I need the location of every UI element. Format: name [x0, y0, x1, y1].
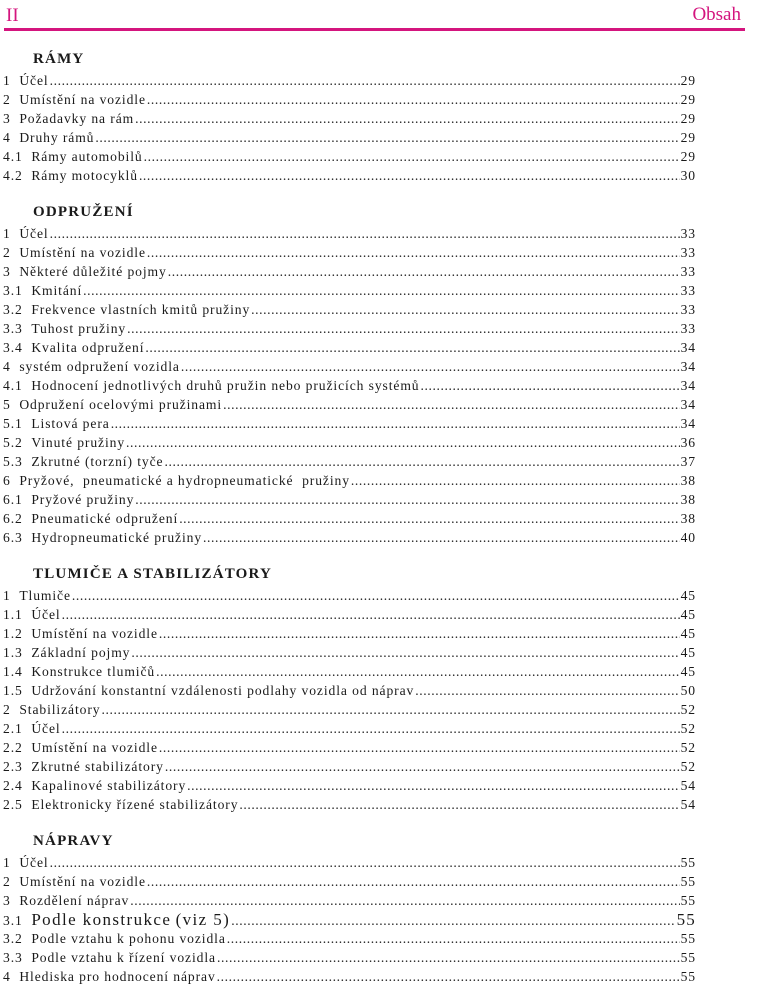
entry-spacer	[23, 681, 32, 700]
entry-label: Zkrutné stabilizátory	[31, 759, 164, 774]
dot-leader	[351, 471, 680, 490]
dot-leader	[251, 300, 679, 319]
entry-number: 3.4	[3, 340, 23, 355]
toc-entry[interactable]	[3, 224, 696, 243]
toc-section	[0, 830, 767, 986]
entry-number: 2.2	[3, 740, 23, 755]
entry-label: Účel	[19, 855, 49, 870]
entry-label: Udržování konstantní vzdálenosti podlahy vozidla od náprav	[31, 683, 415, 698]
entry-page-number: 40	[680, 530, 696, 545]
entry-spacer	[23, 738, 32, 757]
dot-leader	[145, 338, 679, 357]
entry-number: 5.1	[3, 416, 23, 431]
dot-leader	[223, 395, 680, 414]
entry-page-number: 34	[680, 340, 696, 355]
entry-page-number: 55	[680, 893, 696, 908]
entry-number: 3.2	[3, 931, 23, 946]
entry-page-number: 34	[680, 359, 696, 374]
toc-entry[interactable]	[3, 872, 696, 891]
entry-number: 3.1	[3, 283, 23, 298]
dot-leader	[239, 795, 679, 814]
entry-number: 2	[3, 702, 11, 717]
entry-label: Podle konstrukce	[31, 910, 172, 929]
entry-spacer	[23, 757, 32, 776]
entry-page-number: 36	[680, 435, 696, 450]
dot-leader	[203, 528, 680, 547]
entry-page-number: 38	[680, 511, 696, 526]
entry-number: 1	[3, 73, 11, 88]
entry-label: Účel	[19, 73, 49, 88]
toc-entry[interactable]	[3, 433, 696, 452]
entry-number: 3.2	[3, 302, 23, 317]
entry-page-number: 54	[680, 797, 696, 812]
entry-page-number: 29	[680, 73, 696, 88]
entry-spacer	[23, 643, 32, 662]
entry-spacer	[11, 586, 20, 605]
dot-leader	[139, 166, 680, 185]
entry-spacer	[23, 719, 32, 738]
entry-page-number: 52	[680, 702, 696, 717]
toc-entry[interactable]	[3, 643, 696, 662]
entry-number: 3.3	[3, 950, 23, 965]
entry-number: 5.2	[3, 435, 23, 450]
dot-leader	[130, 891, 679, 910]
entry-number: 5	[3, 397, 11, 412]
entry-spacer	[23, 166, 32, 185]
toc-entry[interactable]	[3, 357, 696, 376]
dot-leader	[217, 948, 680, 967]
toc-entry[interactable]	[3, 147, 696, 166]
dot-leader	[147, 90, 680, 109]
entry-page-number: 33	[680, 264, 696, 279]
entry-spacer	[23, 911, 32, 930]
entry-number: 1	[3, 226, 11, 241]
toc-entry[interactable]	[3, 586, 696, 605]
entry-page-number: 50	[680, 683, 696, 698]
entry-number: 6	[3, 473, 11, 488]
entry-number: 1.4	[3, 664, 23, 679]
toc-entry[interactable]	[3, 509, 696, 528]
entry-label: Účel	[31, 607, 61, 622]
entry-label: systém odpružení vozidla	[19, 359, 180, 374]
entry-page-number: 55	[680, 950, 696, 965]
toc-entry[interactable]	[3, 90, 696, 109]
toc-entry[interactable]	[3, 853, 696, 872]
dot-leader	[165, 757, 680, 776]
dot-leader	[135, 109, 679, 128]
dot-leader	[127, 319, 679, 338]
entry-spacer	[23, 147, 32, 166]
entry-page-number: 52	[680, 759, 696, 774]
entry-label: Podle vztahu k řízení vozidla	[31, 950, 216, 965]
entry-number: 6.3	[3, 530, 23, 545]
entry-spacer	[23, 414, 32, 433]
entry-page-number: 54	[680, 778, 696, 793]
entry-page-number: 34	[680, 378, 696, 393]
entry-label: Elektronicky řízené stabilizátory	[31, 797, 239, 812]
entry-page-number: 34	[680, 397, 696, 412]
entry-number: 3.3	[3, 321, 23, 336]
entry-page-number: 45	[680, 645, 696, 660]
section-title: NÁPRAVY	[33, 833, 114, 849]
entry-number: 3	[3, 264, 11, 279]
entry-label: Rámy motocyklů	[31, 168, 138, 183]
entry-spacer	[11, 967, 20, 986]
toc-entry[interactable]	[3, 910, 696, 929]
entry-spacer	[23, 624, 32, 643]
entry-number: 4.2	[3, 168, 23, 183]
entry-page-number: 55	[680, 874, 696, 889]
toc-entry[interactable]	[3, 719, 696, 738]
toc-entry[interactable]	[3, 776, 696, 795]
entry-spacer	[11, 243, 20, 262]
toc-entry[interactable]	[3, 757, 696, 776]
entry-page-number: 45	[680, 607, 696, 622]
entry-spacer	[23, 795, 32, 814]
toc-entry[interactable]	[3, 128, 696, 147]
toc-entry[interactable]	[3, 71, 696, 90]
toc-entry[interactable]	[3, 262, 696, 281]
entry-label: Kvalita odpružení	[31, 340, 145, 355]
entry-page-number: 29	[680, 111, 696, 126]
dot-leader	[126, 433, 680, 452]
entry-spacer	[23, 605, 32, 624]
entry-spacer	[23, 528, 32, 547]
entry-page-number: 33	[680, 226, 696, 241]
toc-section	[0, 201, 767, 547]
entry-spacer	[11, 357, 20, 376]
entry-label: Pryžové pružiny	[31, 492, 135, 507]
dot-leader	[421, 376, 680, 395]
entry-page-number: 33	[680, 302, 696, 317]
toc-section	[0, 563, 767, 814]
dot-leader	[135, 490, 679, 509]
entry-page-number: 33	[680, 321, 696, 336]
entry-page-number: 29	[680, 92, 696, 107]
toc-section	[0, 48, 767, 185]
entry-label: Umístění na vozidle	[31, 740, 158, 755]
dot-leader	[217, 967, 680, 986]
dot-leader	[227, 929, 680, 948]
entry-number: 1.2	[3, 626, 23, 641]
dot-leader	[164, 452, 679, 471]
toc-entry[interactable]	[3, 967, 696, 986]
entry-spacer	[23, 929, 32, 948]
section-gap	[0, 547, 767, 563]
entry-page-number: 55	[680, 931, 696, 946]
entry-spacer	[11, 71, 20, 90]
dot-leader	[131, 643, 679, 662]
dot-leader	[50, 853, 680, 872]
entry-page-number: 38	[680, 492, 696, 507]
entry-label: Pryžové, pneumatické a hydropneumatické pružiny	[19, 473, 350, 488]
entry-label: Vinuté pružiny	[31, 435, 126, 450]
entry-number: 3	[3, 893, 11, 908]
dot-leader	[62, 605, 680, 624]
entry-page-number: 52	[680, 721, 696, 736]
page-title: Obsah	[692, 4, 741, 25]
entry-page-number: 29	[680, 149, 696, 164]
entry-label: Hydropneumatické pružiny	[31, 530, 203, 545]
dot-leader	[95, 128, 679, 147]
entry-label: Frekvence vlastních kmitů pružiny	[31, 302, 251, 317]
entry-label: Listová pera	[31, 416, 110, 431]
entry-spacer	[11, 395, 20, 414]
entry-number: 4.1	[3, 149, 23, 164]
entry-page-number: 45	[680, 664, 696, 679]
entry-label: Umístění na vozidle	[31, 626, 158, 641]
entry-spacer	[23, 509, 32, 528]
entry-number: 6.2	[3, 511, 23, 526]
entry-number: 4	[3, 130, 11, 145]
entry-spacer	[23, 490, 32, 509]
entry-label: Kapalinové stabilizátory	[31, 778, 187, 793]
entry-number: 2.3	[3, 759, 23, 774]
entry-label: Některé důležité pojmy	[19, 264, 167, 279]
dot-leader	[50, 71, 680, 90]
entry-number: 3	[3, 111, 11, 126]
entry-number: 2	[3, 245, 11, 260]
entry-label: Konstrukce tlumičů	[31, 664, 156, 679]
entry-page-number: 30	[680, 168, 696, 183]
entry-label: Tlumiče	[19, 588, 71, 603]
entry-label: Zkrutné (torzní) tyče	[31, 454, 164, 469]
dot-leader	[72, 586, 680, 605]
table-of-contents	[0, 48, 767, 986]
entry-number: 1.1	[3, 607, 23, 622]
dot-leader	[83, 281, 679, 300]
toc-entry[interactable]	[3, 624, 696, 643]
section-title: TLUMIČE A STABILIZÁTORY	[33, 566, 273, 582]
entry-spacer	[11, 471, 20, 490]
page-number: II	[6, 5, 19, 26]
entry-spacer	[11, 872, 20, 891]
dot-leader	[62, 719, 680, 738]
dot-leader	[159, 738, 680, 757]
entry-page-number: 45	[680, 588, 696, 603]
entry-number: 4	[3, 969, 11, 984]
dot-leader	[147, 243, 680, 262]
entry-page-number: 34	[680, 416, 696, 431]
toc-entry[interactable]	[3, 395, 696, 414]
dot-leader	[181, 357, 680, 376]
entry-number: 1	[3, 588, 11, 603]
dot-leader	[156, 662, 679, 681]
entry-label: Umístění na vozidle	[19, 92, 146, 107]
entry-spacer	[11, 891, 20, 910]
dot-leader	[159, 624, 680, 643]
entry-number: 4.1	[3, 378, 23, 393]
entry-label: Hlediska pro hodnocení náprav	[19, 969, 216, 984]
toc-entry[interactable]	[3, 948, 696, 967]
toc-entry[interactable]	[3, 471, 696, 490]
page-header	[0, 0, 767, 32]
toc-entry[interactable]	[3, 338, 696, 357]
toc-entry[interactable]	[3, 681, 696, 700]
dot-leader	[144, 147, 680, 166]
entry-label: Účel	[31, 721, 61, 736]
entry-spacer	[23, 319, 32, 338]
entry-spacer	[23, 662, 32, 681]
entry-number: 1.5	[3, 683, 23, 698]
entry-spacer	[11, 128, 20, 147]
dot-leader	[231, 911, 675, 930]
entry-page-number: 55	[676, 910, 696, 929]
dot-leader	[101, 700, 679, 719]
toc-entry[interactable]	[3, 281, 696, 300]
entry-page-number: 45	[680, 626, 696, 641]
entry-label: Umístění na vozidle	[19, 245, 146, 260]
entry-label: Účel	[19, 226, 49, 241]
entry-page-number: 37	[680, 454, 696, 469]
toc-entry[interactable]	[3, 243, 696, 262]
entry-number: 1	[3, 855, 11, 870]
entry-number: 3.1	[3, 913, 23, 928]
section-gap	[0, 814, 767, 830]
entry-spacer	[23, 433, 32, 452]
entry-label: Kmitání	[31, 283, 83, 298]
entry-spacer	[23, 452, 32, 471]
toc-entry[interactable]	[3, 376, 696, 395]
entry-spacer	[23, 776, 32, 795]
dot-leader	[168, 262, 680, 281]
toc-entry[interactable]	[3, 528, 696, 547]
entry-label: Podle vztahu k pohonu vozidla	[31, 931, 226, 946]
entry-spacer	[11, 853, 20, 872]
toc-entry[interactable]	[3, 700, 696, 719]
toc-entry[interactable]	[3, 929, 696, 948]
entry-page-number: 38	[680, 473, 696, 488]
dot-leader	[187, 776, 679, 795]
section-gap	[0, 185, 767, 201]
entry-label: Rozdělení náprav	[19, 893, 130, 908]
entry-page-number: 52	[680, 740, 696, 755]
toc-entry[interactable]	[3, 300, 696, 319]
toc-entry[interactable]	[3, 490, 696, 509]
entry-spacer	[11, 109, 20, 128]
entry-label: Pneumatické odpružení	[31, 511, 179, 526]
entry-label: Stabilizátory	[19, 702, 101, 717]
entry-page-number: 29	[680, 130, 696, 145]
entry-label: Umístění na vozidle	[19, 874, 146, 889]
entry-label: Hodnocení jednotlivých druhů pružin nebo pružicích systémů	[31, 378, 420, 393]
toc-entry[interactable]	[3, 319, 696, 338]
dot-leader	[147, 872, 680, 891]
entry-spacer	[23, 376, 32, 395]
toc-entry[interactable]	[3, 795, 696, 814]
entry-page-number: 33	[680, 245, 696, 260]
entry-label: Druhy rámů	[19, 130, 95, 145]
toc-entry[interactable]	[3, 414, 696, 433]
toc-entry[interactable]	[3, 452, 696, 471]
entry-spacer	[11, 262, 20, 281]
entry-page-number: 55	[680, 855, 696, 870]
entry-spacer	[23, 338, 32, 357]
entry-page-number: 33	[680, 283, 696, 298]
entry-spacer	[23, 281, 32, 300]
entry-number: 2.4	[3, 778, 23, 793]
toc-entry[interactable]	[3, 166, 696, 185]
toc-entry[interactable]	[3, 891, 696, 910]
entry-number: 4	[3, 359, 11, 374]
entry-number: 5.3	[3, 454, 23, 469]
entry-spacer	[23, 948, 32, 967]
entry-label: Tuhost pružiny	[31, 321, 127, 336]
entry-label: Požadavky na rám	[19, 111, 135, 126]
entry-label: Základní pojmy	[31, 645, 131, 660]
section-title: ODPRUŽENÍ	[33, 204, 134, 220]
entry-spacer	[23, 300, 32, 319]
dot-leader	[179, 509, 679, 528]
entry-number: 2	[3, 874, 11, 889]
toc-entry[interactable]	[3, 605, 696, 624]
section-title: RÁMY	[33, 51, 85, 67]
entry-label: Rámy automobilů	[31, 149, 143, 164]
entry-label: Odpružení ocelovými pružinami	[19, 397, 223, 412]
entry-number: 2.1	[3, 721, 23, 736]
entry-number: 1.3	[3, 645, 23, 660]
entry-number: 2.5	[3, 797, 23, 812]
header-rule	[4, 28, 745, 31]
toc-entry[interactable]	[3, 662, 696, 681]
entry-number: 6.1	[3, 492, 23, 507]
entry-number: 2	[3, 92, 11, 107]
dot-leader	[50, 224, 680, 243]
entry-spacer	[11, 700, 20, 719]
entry-spacer	[11, 90, 20, 109]
dot-leader	[111, 414, 680, 433]
toc-entry[interactable]	[3, 109, 696, 128]
entry-page-number: 55	[680, 969, 696, 984]
entry-suffix: (viz 5)	[175, 910, 231, 929]
toc-entry[interactable]	[3, 738, 696, 757]
entry-spacer	[11, 224, 20, 243]
dot-leader	[415, 681, 679, 700]
